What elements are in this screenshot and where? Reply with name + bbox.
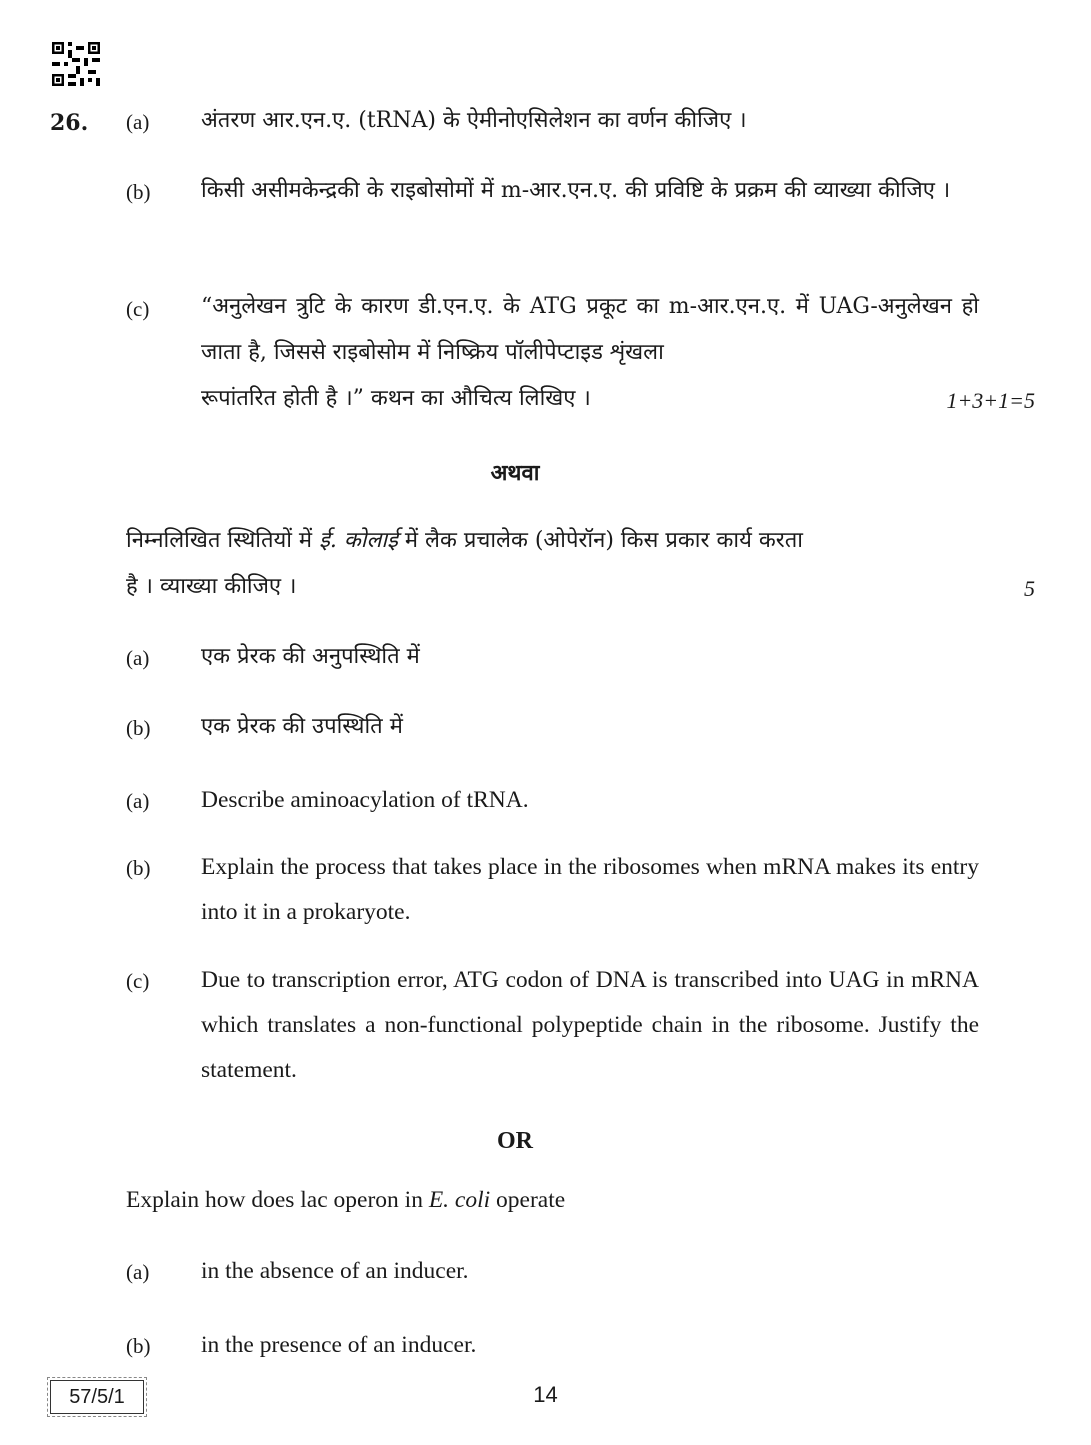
- or-marks: 5: [1024, 576, 1035, 601]
- english-or-b-text: in the presence of an inducer.: [201, 1332, 477, 1358]
- qr-code-icon: [52, 42, 100, 86]
- english-a-label: (a): [126, 789, 150, 813]
- english-or-b-label: (b): [126, 1334, 151, 1358]
- english-or-a-label: (a): [126, 1260, 150, 1284]
- hindi-b-label: (b): [126, 180, 151, 204]
- english-b-text: Explain the process that takes place in the ribosomes when mRNA makes its entry into it in a prokaryote.: [201, 854, 979, 925]
- hindi-or-b-label: (b): [126, 716, 151, 740]
- english-or-heading: OR: [497, 1128, 533, 1154]
- hindi-or-a-text: एक प्रेरक की अनुपस्थिति में: [201, 644, 420, 669]
- hindi-or-intro-line2: है । व्याख्या कीजिए ।: [126, 574, 297, 599]
- e-coli-hindi: ई. कोलाई: [319, 528, 398, 553]
- english-b-label: (b): [126, 856, 151, 880]
- question-number: 26.: [50, 110, 89, 136]
- hindi-or-a-label: (a): [126, 646, 150, 670]
- e-coli-english: E. coli: [428, 1187, 491, 1213]
- english-c-label: (c): [126, 969, 150, 993]
- english-or-a-text: in the absence of an inducer.: [201, 1258, 469, 1284]
- marks-allocation: 1+3+1=5: [946, 388, 1035, 413]
- english-c-text: Due to transcription error, ATG codon of DNA is transcribed into UAG in mRNA which translates a non-functional polypeptide chain in the ribosome. Justify the statement.: [201, 967, 979, 1083]
- hindi-or-intro: निम्नलिखित स्थितियों में ई. कोलाई में लैक प्रचालेक (ओपेरॉन) किस प्रकार कार्य करता: [126, 528, 803, 553]
- hindi-c-label: (c): [126, 297, 150, 321]
- english-or-intro: Explain how does lac operon in E. coli operate: [126, 1187, 566, 1213]
- hindi-c-text-1: “अनुलेखन त्रुटि के कारण डी.एन.ए. के ATG प्रकूट का m-आर.एन.ए. में UAG-अनुलेखन हो जाता है, जिससे राइबोसोम में निष्क्रिय पॉलीपेप्टाइड शृंखला: [201, 294, 979, 365]
- english-a-text: Describe aminoacylation of tRNA.: [201, 787, 529, 813]
- hindi-a-text: अंतरण आर.एन.ए. (tRNA) के ऐमीनोएसिलेशन का वर्णन कीजिए ।: [201, 108, 747, 133]
- page-number: 14: [533, 1382, 558, 1407]
- hindi-b-text: किसी असीमकेन्द्रकी के राइबोसोमों में m-आर.एन.ए. की प्रविष्टि के प्रक्रम की व्याख्या कीजिए ।: [201, 178, 951, 203]
- hindi-or-heading: अथवा: [490, 460, 540, 486]
- hindi-or-b-text: एक प्रेरक की उपस्थिति में: [201, 714, 403, 739]
- hindi-a-label: (a): [126, 110, 150, 134]
- paper-code: 57/5/1: [50, 1380, 144, 1414]
- hindi-c-text-2: रूपांतरित होती है ।” कथन का औचित्य लिखिए ।: [201, 386, 591, 411]
